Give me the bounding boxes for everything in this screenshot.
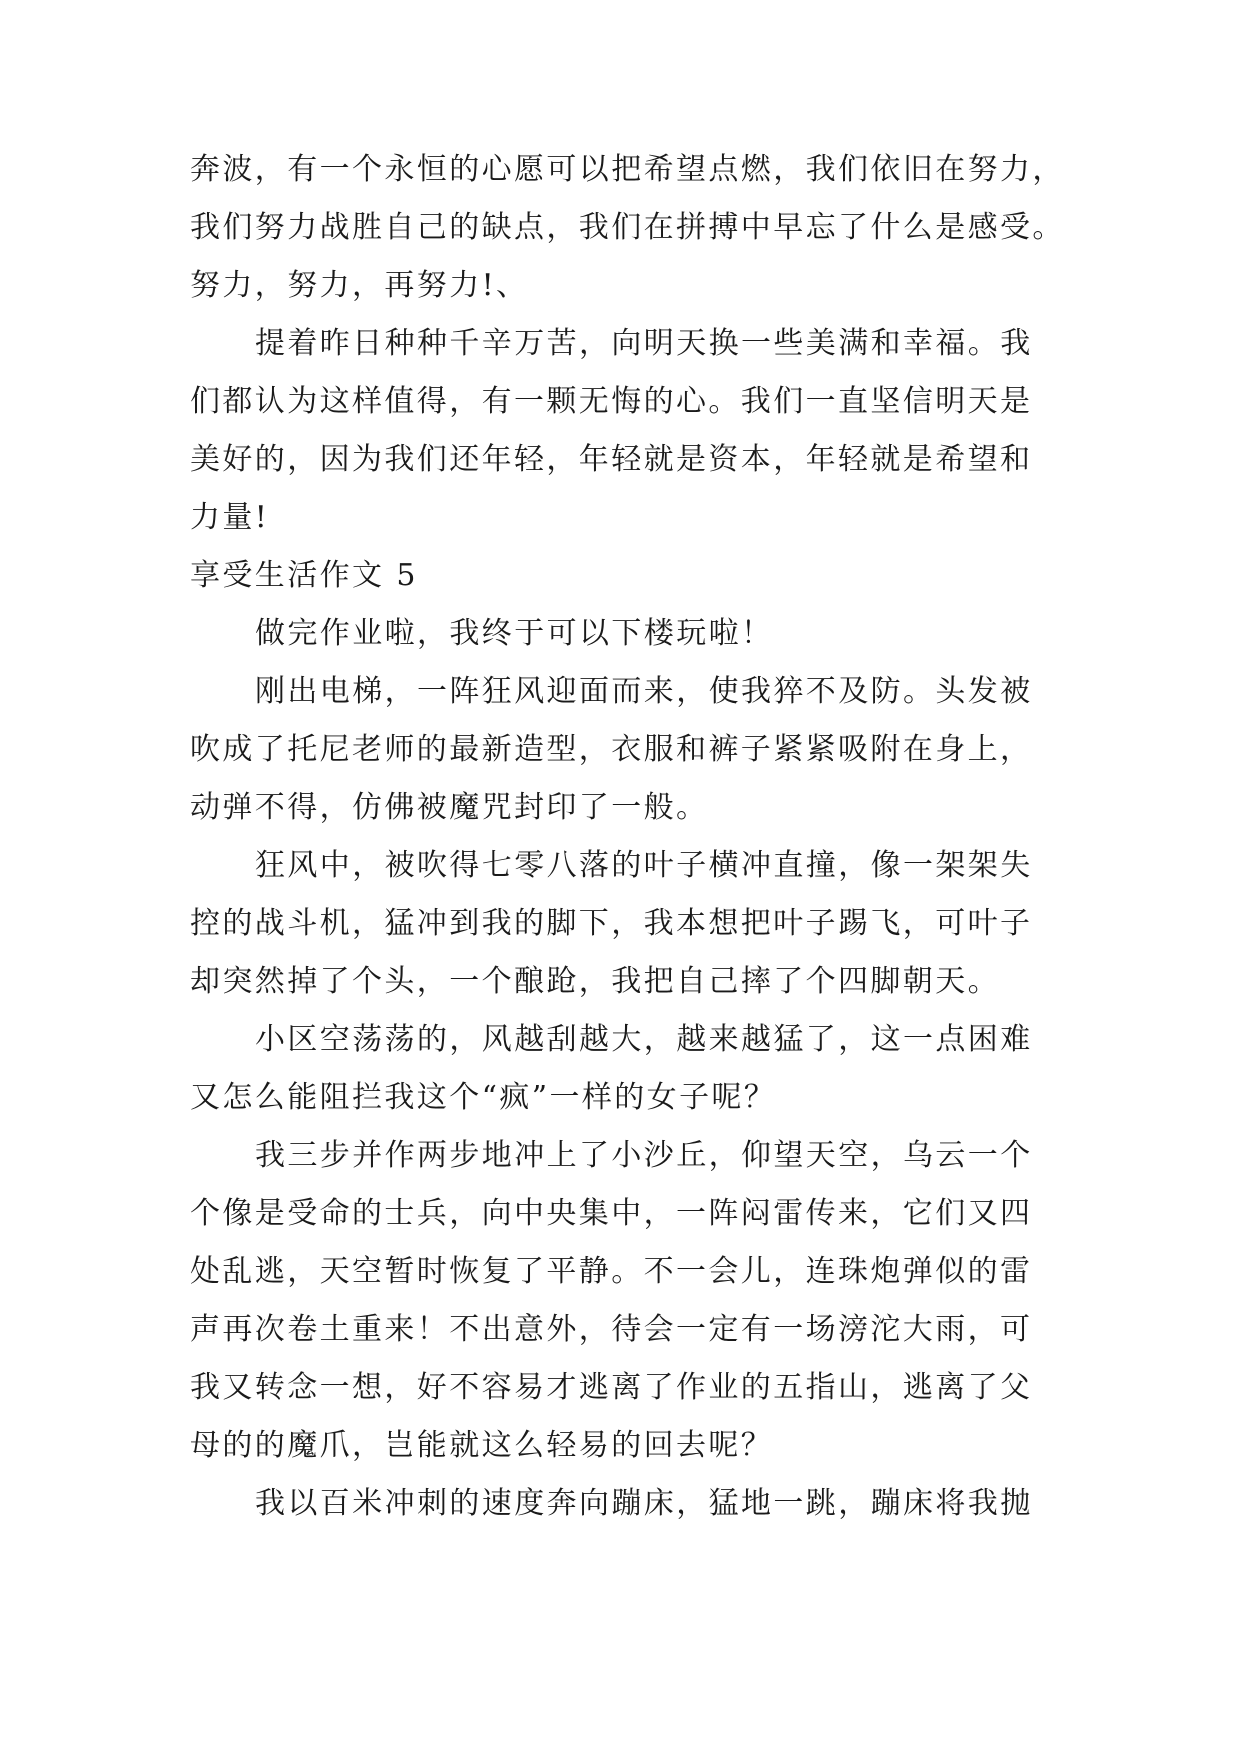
- text-line: 奔波，有一个永恒的心愿可以把希望点燃，我们依旧在努力，: [190, 152, 1065, 187]
- text-line: 却突然掉了个头，一个酿跄，我把自己摔了个四脚朝天。: [190, 964, 1000, 999]
- text-line: 美好的，因为我们还年轻，年轻就是资本，年轻就是希望和: [190, 442, 1033, 477]
- text-line: 个像是受命的士兵，向中央集中，一阵闷雷传来，它们又四: [190, 1196, 1033, 1231]
- text-line: 又怎么能阻拦我这个“疯”一样的女子呢？: [190, 1080, 777, 1115]
- text-line: 们都认为这样值得，有一颗无悔的心。我们一直坚信明天是: [190, 384, 1033, 419]
- text-line: 狂风中，被吹得七零八落的叶子横冲直撞，像一架架失: [255, 848, 1033, 883]
- text-line: 做完作业啦，我终于可以下楼玩啦！: [255, 616, 774, 651]
- text-line: 力量!: [190, 500, 270, 535]
- text-line: 刚出电梯，一阵狂风迎面而来，使我猝不及防。头发被: [255, 674, 1033, 709]
- text-line: 控的战斗机，猛冲到我的脚下，我本想把叶子踢飞，可叶子: [190, 906, 1033, 941]
- text-line: 我三步并作两步地冲上了小沙丘，仰望天空，乌云一个: [255, 1138, 1033, 1173]
- text-line: 母的的魔爪，岂能就这么轻易的回去呢？: [190, 1428, 774, 1463]
- text-line: 动弹不得，仿佛被魔咒封印了一般。: [190, 790, 709, 825]
- text-line: 处乱逃，天空暂时恢复了平静。不一会儿，连珠炮弹似的雷: [190, 1254, 1033, 1289]
- text-line: 我以百米冲刺的速度奔向蹦床，猛地一跳，蹦床将我抛: [255, 1486, 1033, 1521]
- text-line: 我们努力战胜自己的缺点，我们在拼搏中早忘了什么是感受。: [190, 210, 1065, 245]
- text-line: 吹成了托尼老师的最新造型，衣服和裤子紧紧吸附在身上，: [190, 732, 1033, 767]
- text-line: 努力，努力，再努力!、: [190, 268, 529, 303]
- section-heading: 享受生活作文 5: [190, 558, 418, 593]
- text-line: 小区空荡荡的，风越刮越大，越来越猛了，这一点困难: [255, 1022, 1033, 1057]
- text-line: 我又转念一想，好不容易才逃离了作业的五指山，逃离了父: [190, 1370, 1033, 1405]
- text-line: 提着昨日种种千辛万苦，向明天换一些美满和幸福。我: [255, 326, 1033, 361]
- text-line: 声再次卷土重来！不出意外，待会一定有一场滂沱大雨，可: [190, 1312, 1033, 1347]
